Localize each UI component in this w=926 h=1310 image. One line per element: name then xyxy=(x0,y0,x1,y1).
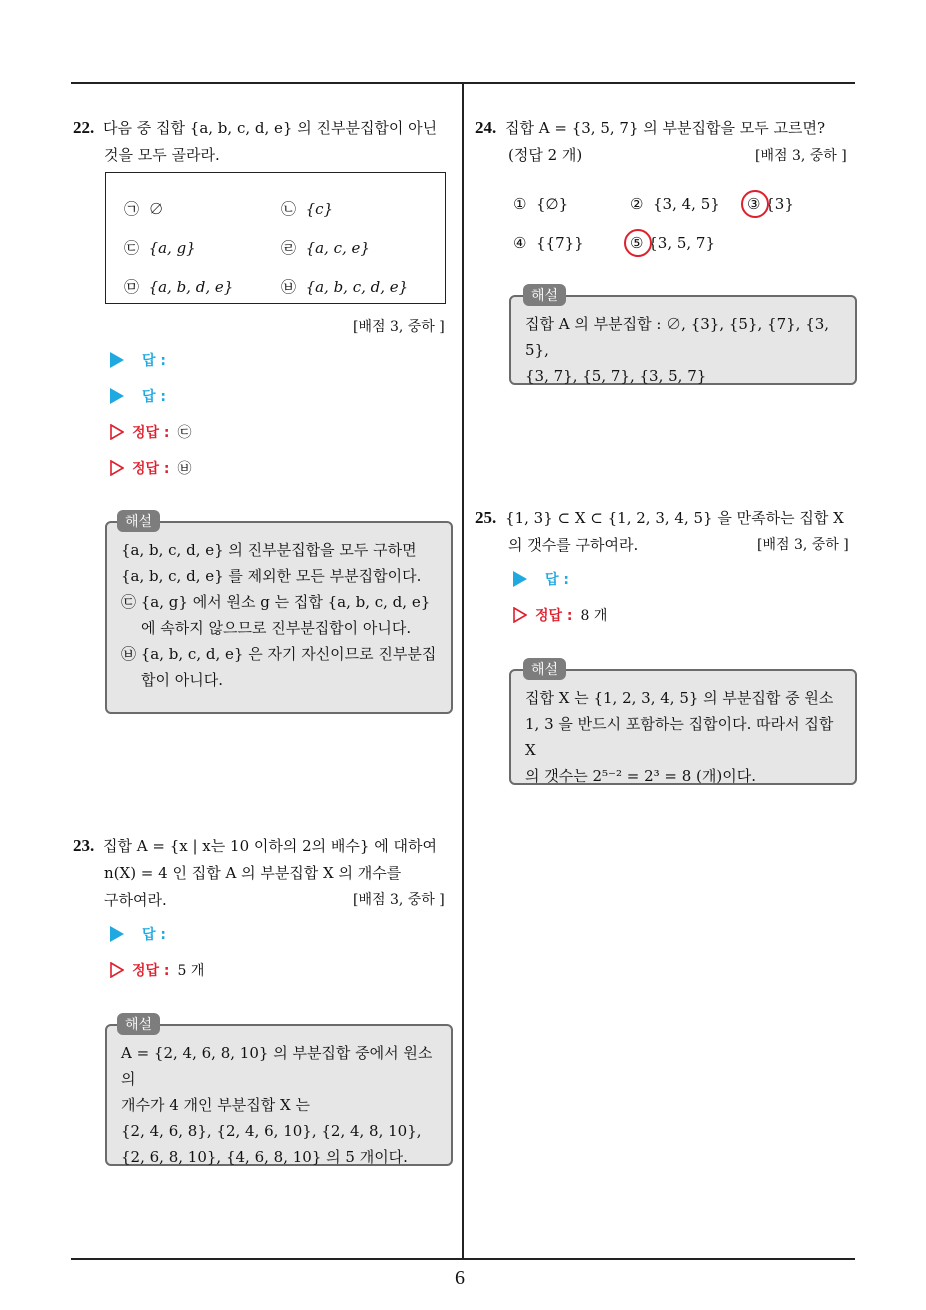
explanation-tag: 해설 xyxy=(117,1013,160,1035)
question-number: 22. xyxy=(73,118,95,137)
answer-arrow-icon xyxy=(110,352,124,368)
correct-arrow-icon xyxy=(110,424,124,440)
question-text-line2: (정답 2 개) xyxy=(508,146,583,164)
correct-row-1 xyxy=(110,422,192,442)
explanation-line: 개수가 4 개인 부분집합 X 는 xyxy=(121,1096,310,1114)
question-text-line2: n(X) = 4 인 집합 A 의 부분집합 X 의 개수를 xyxy=(104,864,402,882)
correct-row-2 xyxy=(110,458,192,478)
correct-value: ㉢ xyxy=(177,425,192,441)
explanation-box xyxy=(509,295,857,385)
correct-arrow-icon xyxy=(110,460,124,476)
explanation-line: A = {2, 4, 6, 8, 10} 의 부분집합 중에서 원소의 xyxy=(121,1044,433,1088)
question-text-line3: 구하여라. xyxy=(104,891,167,909)
correct-label: 정답 : xyxy=(132,963,170,979)
score-meta: [배점 3, 중하 ] xyxy=(353,892,445,908)
explanation-line: {2, 4, 6, 8}, {2, 4, 6, 10}, {2, 4, 8, 10}, xyxy=(121,1122,422,1140)
option-e[interactable]: ㉤ {a, b, d, e} xyxy=(124,278,234,296)
score-meta: [배점 3, 중하 ] xyxy=(755,148,847,164)
question-number: 25. xyxy=(475,508,497,527)
explanation-tag: 해설 xyxy=(117,510,160,532)
explanation-line: ㉥ {a, b, c, d, e} 은 자기 자신이므로 진부분집합이 아니다. xyxy=(121,645,437,689)
question-text-line1: 집합 A = {3, 5, 7} 의 부분집합을 모두 고르면? xyxy=(505,119,826,137)
question-22 xyxy=(73,114,458,169)
correct-value: 5 개 xyxy=(177,963,205,979)
option-2[interactable]: ② {3, 4, 5} xyxy=(630,195,720,213)
correct-label: 정답 : xyxy=(132,461,170,477)
correct-row xyxy=(110,960,204,980)
options-box xyxy=(105,172,446,304)
answer-row-2[interactable] xyxy=(110,386,166,406)
answer-row[interactable] xyxy=(513,569,569,589)
question-text-line1: 다음 중 집합 {a, b, c, d, e} 의 진부분집합이 아닌 xyxy=(103,119,438,137)
option-d[interactable]: ㉣ {a, c, e} xyxy=(281,239,370,257)
explanation-box xyxy=(509,669,857,785)
answer-row-1[interactable] xyxy=(110,350,166,370)
answer-arrow-icon xyxy=(110,926,124,942)
option-5[interactable]: ⑤ {3, 5, 7} xyxy=(630,234,716,252)
question-number: 24. xyxy=(475,118,497,137)
question-number: 23. xyxy=(73,836,95,855)
explanation-tag: 해설 xyxy=(523,284,566,306)
question-text-line2: 의 갯수를 구하여라. xyxy=(508,536,639,554)
explanation-tag: 해설 xyxy=(523,658,566,680)
correct-value: 8 개 xyxy=(580,608,608,624)
explanation-line: 집합 A 의 부분집합 : ∅, {3}, {5}, {7}, {3, 5}, xyxy=(525,315,830,359)
column-divider xyxy=(462,84,464,1259)
question-text-line1: {1, 3} ⊂ X ⊂ {1, 2, 3, 4, 5} 을 만족하는 집합 X xyxy=(505,509,844,527)
answer-label: 답 : xyxy=(142,389,166,405)
option-f[interactable]: ㉥ {a, b, c, d, e} xyxy=(281,278,409,296)
option-1[interactable]: ① {∅} xyxy=(513,195,569,213)
answer-label: 답 : xyxy=(545,572,569,588)
bottom-rule xyxy=(71,1258,855,1260)
correct-value: ㉥ xyxy=(177,461,192,477)
question-text-line2: 것을 모두 골라라. xyxy=(104,146,220,164)
explanation-line: 집합 X 는 {1, 2, 3, 4, 5} 의 부분집합 중 원소 xyxy=(525,689,834,707)
answer-arrow-icon xyxy=(513,571,527,587)
correct-row xyxy=(513,605,607,625)
correct-arrow-icon xyxy=(513,607,527,623)
score-meta: [배점 3, 중하 ] xyxy=(353,319,445,335)
option-3[interactable]: ③ {3} xyxy=(747,195,794,213)
page-number: 6 xyxy=(455,1267,465,1289)
score-meta: [배점 3, 중하 ] xyxy=(757,537,849,553)
correct-label: 정답 : xyxy=(535,608,573,624)
option-a[interactable]: ㉠ ∅ xyxy=(124,200,164,218)
option-c[interactable]: ㉢ {a, g} xyxy=(124,239,196,257)
explanation-line: {a, b, c, d, e} 를 제외한 모든 부분집합이다. xyxy=(121,567,422,585)
explanation-line: ㉢ {a, g} 에서 원소 g 는 집합 {a, b, c, d, e} 에 속하지 않으므로 진부분집합이 아니다. xyxy=(121,593,431,637)
explanation-box xyxy=(105,1024,453,1166)
selected-mark-icon xyxy=(624,229,652,257)
answer-arrow-icon xyxy=(110,388,124,404)
explanation-line: 1, 3 을 반드시 포함하는 집합이다. 따라서 집합 X xyxy=(525,715,834,759)
explanation-box xyxy=(105,521,453,714)
option-4[interactable]: ④ {{7}} xyxy=(513,234,584,252)
explanation-line: {2, 6, 8, 10}, {4, 6, 8, 10} 의 5 개이다. xyxy=(121,1148,408,1166)
correct-arrow-icon xyxy=(110,962,124,978)
selected-mark-icon xyxy=(741,190,769,218)
answer-row[interactable] xyxy=(110,924,166,944)
answer-label: 답 : xyxy=(142,353,166,369)
explanation-line: {a, b, c, d, e} 의 진부분집합을 모두 구하면 xyxy=(121,541,417,559)
correct-label: 정답 : xyxy=(132,425,170,441)
explanation-line: 의 갯수는 2⁵⁻² = 2³ = 8 (개)이다. xyxy=(525,767,757,785)
explanation-line: {3, 7}, {5, 7}, {3, 5, 7} xyxy=(525,367,707,385)
option-b[interactable]: ㉡ {c} xyxy=(281,200,334,218)
question-text-line1: 집합 A = {x | x는 10 이하의 2의 배수} 에 대하여 xyxy=(103,837,437,855)
answer-label: 답 : xyxy=(142,927,166,943)
